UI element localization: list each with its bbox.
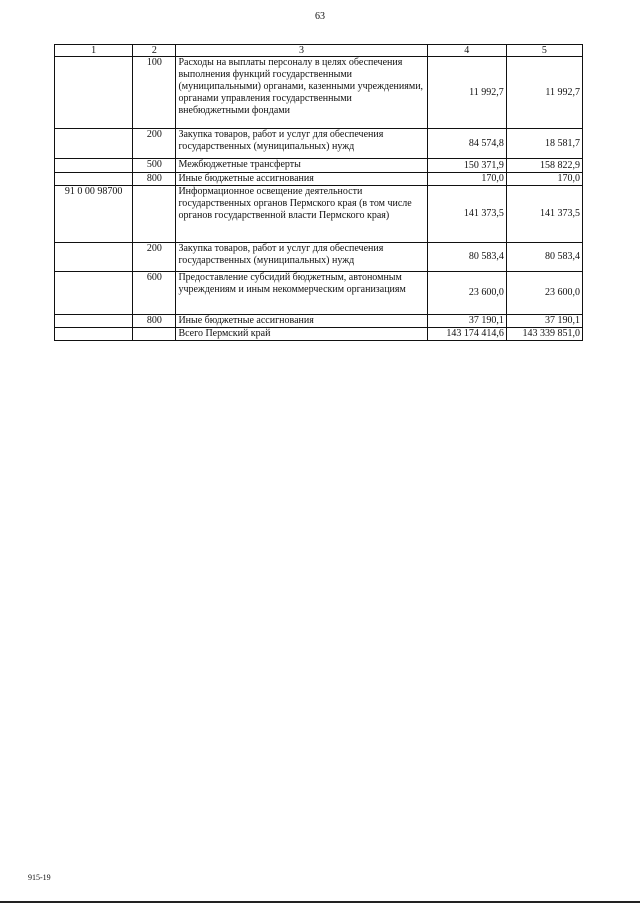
table-header-row: [55, 45, 583, 57]
row-value-year1: 84 574,8: [427, 129, 506, 159]
row-expense-type: 100: [133, 57, 176, 129]
row-description: Предоставление субсидий бюджетным, автономным учреждениям и иным некоммерческим организациям: [176, 272, 427, 315]
row-code: [55, 243, 133, 272]
total-expense-type: [133, 328, 176, 341]
row-expense-type: [133, 186, 176, 243]
row-code: [55, 173, 133, 186]
column-header: 1: [55, 45, 133, 57]
table-row: [55, 272, 583, 315]
budget-table: [54, 44, 583, 341]
row-value-year2: 37 190,1: [506, 315, 582, 328]
column-header: 3: [176, 45, 427, 57]
row-value-year2: 158 822,9: [506, 159, 582, 173]
column-header: 5: [506, 45, 582, 57]
table-row: [55, 129, 583, 159]
total-value-year2: 143 339 851,0: [506, 328, 582, 341]
table-row: [55, 57, 583, 129]
row-value-year2: 170,0: [506, 173, 582, 186]
table-total-row: [55, 328, 583, 341]
row-value-year1: 23 600,0: [427, 272, 506, 315]
table-row: [55, 186, 583, 243]
row-description: Информационное освещение деятельности государственных органов Пермского края (в том числе органов государственной власти Пермского края): [176, 186, 427, 243]
column-header: 4: [427, 45, 506, 57]
row-expense-type: 800: [133, 315, 176, 328]
page-bottom-rule: [0, 901, 640, 903]
row-description: Расходы на выплаты персоналу в целях обеспечения выполнения функций государственными (муниципальными) органами, казенными учреждениями, органами управления государственными внебюджетными фондами: [176, 57, 427, 129]
row-code: [55, 57, 133, 129]
row-value-year1: 150 371,9: [427, 159, 506, 173]
row-value-year2: 23 600,0: [506, 272, 582, 315]
page-number: 63: [315, 11, 325, 22]
row-code: [55, 129, 133, 159]
row-expense-type: 200: [133, 129, 176, 159]
table-row: [55, 173, 583, 186]
row-value-year1: 11 992,7: [427, 57, 506, 129]
document-code: 915-19: [28, 873, 51, 882]
row-value-year2: 18 581,7: [506, 129, 582, 159]
row-value-year2: 80 583,4: [506, 243, 582, 272]
row-value-year1: 141 373,5: [427, 186, 506, 243]
row-expense-type: 200: [133, 243, 176, 272]
table-row: [55, 315, 583, 328]
row-value-year1: 80 583,4: [427, 243, 506, 272]
row-description: Иные бюджетные ассигнования: [176, 173, 427, 186]
total-label: Всего Пермский край: [176, 328, 427, 341]
row-expense-type: 800: [133, 173, 176, 186]
total-value-year1: 143 174 414,6: [427, 328, 506, 341]
table-row: [55, 159, 583, 173]
row-code: [55, 272, 133, 315]
row-value-year1: 37 190,1: [427, 315, 506, 328]
row-expense-type: 500: [133, 159, 176, 173]
row-code: [55, 315, 133, 328]
row-description: Межбюджетные трансферты: [176, 159, 427, 173]
row-value-year1: 170,0: [427, 173, 506, 186]
row-description: Закупка товаров, работ и услуг для обеспечения государственных (муниципальных) нужд: [176, 129, 427, 159]
row-description: Иные бюджетные ассигнования: [176, 315, 427, 328]
column-header: 2: [133, 45, 176, 57]
total-code: [55, 328, 133, 341]
row-description: Закупка товаров, работ и услуг для обеспечения государственных (муниципальных) нужд: [176, 243, 427, 272]
row-value-year2: 11 992,7: [506, 57, 582, 129]
row-expense-type: 600: [133, 272, 176, 315]
table-row: [55, 243, 583, 272]
row-value-year2: 141 373,5: [506, 186, 582, 243]
row-code: 91 0 00 98700: [55, 186, 133, 243]
row-code: [55, 159, 133, 173]
